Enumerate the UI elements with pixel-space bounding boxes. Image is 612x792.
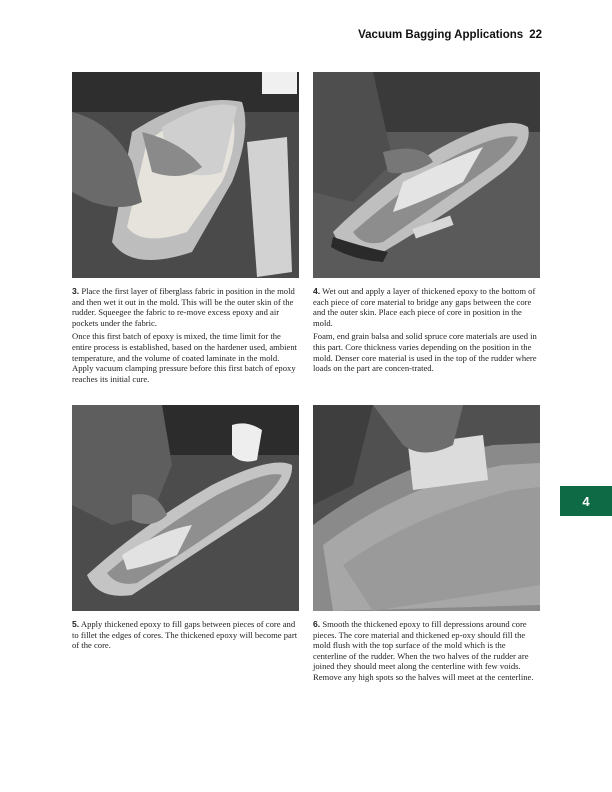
caption-step-6: [313, 619, 541, 686]
caption-step-5: [72, 619, 300, 654]
caption-step-4-p1: 4. Wet out and apply a layer of thickened epoxy to the bottom of each piece of core material to bridge any gaps between the core and the outer skin. Place each piece of core in position in the mold.: [313, 286, 536, 328]
caption-step-3: [72, 286, 300, 387]
photo-step-6: [313, 405, 540, 611]
chapter-tab: 4: [560, 486, 612, 516]
caption-step-3-p2: Once this first batch of epoxy is mixed, the time limit for the entire process is established, based on the hardener used, ambient temperature, and the volume of coated laminate in the mold. Apply vacuum clamping pressure before this first batch of epoxy reaches its initial cure.: [72, 331, 298, 384]
step-number: 4.: [313, 286, 321, 296]
running-header: [358, 29, 542, 41]
step-number: 3.: [72, 286, 80, 296]
caption-step-4-p2: Foam, end grain balsa and solid spruce core materials are used in this part. Core thickness varies depending on the position in the mold. Denser core material is used in the top of the rudder where loads on the part are concen-trated.: [313, 331, 537, 374]
caption-step-5-p1: 5. Apply thickened epoxy to fill gaps between pieces of core and to fillet the edges of cores. The thickened epoxy will become part of the core.: [72, 619, 298, 651]
header-title: Vacuum Bagging Applications: [358, 29, 524, 41]
page-number: 22: [529, 29, 542, 41]
photo-step-5: [72, 405, 299, 611]
step-number: 6.: [313, 619, 321, 629]
caption-step-4: [313, 286, 541, 377]
photo-step-4: [313, 72, 540, 278]
caption-step-3-p1: 3. Place the first layer of fiberglass fabric in position in the mold and then wet it out in the mold. This will be the outer skin of the rudder. Squeegee the fabric to re-move excess epoxy and air pockets under the fabric.: [72, 286, 295, 328]
caption-step-6-p1: 6. Smooth the thickened epoxy to fill depressions around core pieces. The core material and thickened ep-oxy should fill the mold flush with the top surface of the mold which is the centerline of the rudder. When the two halves of the rudder are joined they should meet along the centerline with few voids. Remove any high spots so the halves will meet at the centerline.: [313, 619, 534, 682]
step-number: 5.: [72, 619, 80, 629]
photo-step-3: [72, 72, 299, 278]
